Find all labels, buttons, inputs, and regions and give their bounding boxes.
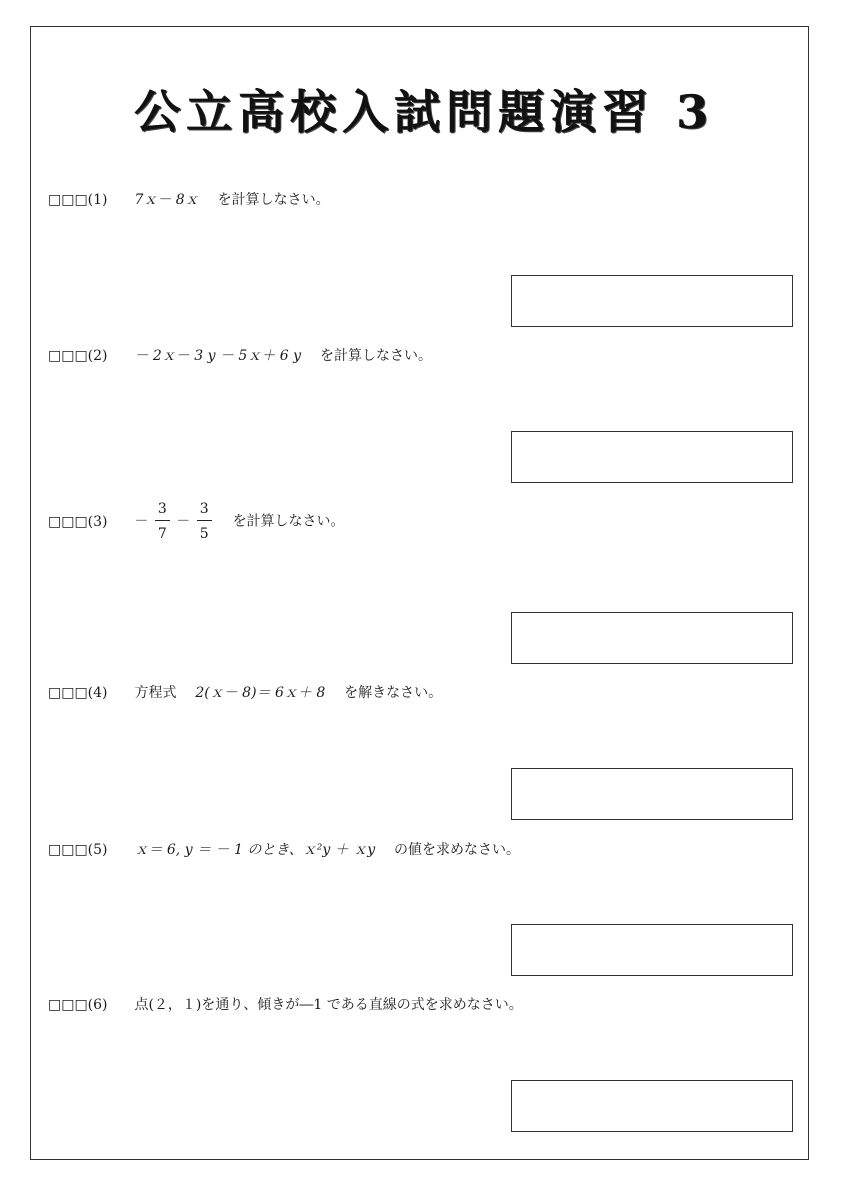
question-expression: 2(ｘ－ 8)＝ 6ｘ＋ 8 bbox=[195, 685, 326, 701]
question-expression: 7ｘ－ 8ｘ bbox=[134, 192, 199, 208]
question-number: □□□(5) bbox=[48, 842, 108, 858]
question-instruction: を計算しなさい。 bbox=[232, 513, 345, 530]
question-label: 方程式 bbox=[134, 685, 177, 701]
question-instruction: の値を求めなさい。 bbox=[394, 842, 521, 858]
question-instruction: を計算しなさい。 bbox=[217, 192, 330, 208]
question-number: □□□(3) bbox=[48, 513, 108, 530]
fraction-denominator: 5 bbox=[199, 526, 209, 542]
answer-box-3[interactable] bbox=[511, 612, 793, 664]
question-number: □□□(2) bbox=[48, 348, 108, 364]
question-3 bbox=[48, 500, 345, 543]
question-expression: ｘ＝ 6, y ＝ － 1 のとき、ｘ²y ＋ ｘy bbox=[134, 842, 376, 858]
minus-sign: － bbox=[134, 513, 149, 530]
question-instruction: を解きなさい。 bbox=[344, 685, 443, 701]
answer-box-6[interactable] bbox=[511, 1080, 793, 1132]
answer-box-5[interactable] bbox=[511, 924, 793, 976]
question-number: □□□(4) bbox=[48, 685, 108, 701]
answer-box-4[interactable] bbox=[511, 768, 793, 820]
fraction-2 bbox=[197, 500, 212, 543]
page-title: 公立高校入試問題演習 3 bbox=[134, 85, 715, 139]
question-6 bbox=[48, 995, 523, 1015]
question-number: □□□(6) bbox=[48, 997, 108, 1013]
fraction-numerator: 3 bbox=[155, 500, 170, 521]
fraction-1 bbox=[155, 500, 170, 543]
fraction-denominator: 7 bbox=[157, 526, 167, 542]
question-instruction: を計算しなさい。 bbox=[319, 348, 432, 364]
question-1 bbox=[48, 190, 330, 210]
question-4 bbox=[48, 683, 442, 703]
question-expression: － 2ｘ－ 3 y － 5ｘ＋ 6 y bbox=[134, 348, 302, 364]
answer-box-1[interactable] bbox=[511, 275, 793, 327]
question-expression: 点(２，１)を通り、傾きが―1 である直線の式を求めなさい。 bbox=[134, 997, 523, 1013]
question-2 bbox=[48, 346, 432, 366]
question-5 bbox=[48, 840, 520, 860]
question-number: □□□(1) bbox=[48, 192, 108, 208]
answer-box-2[interactable] bbox=[511, 431, 793, 483]
fraction-numerator: 3 bbox=[197, 500, 212, 521]
minus-sign: － bbox=[176, 513, 191, 530]
